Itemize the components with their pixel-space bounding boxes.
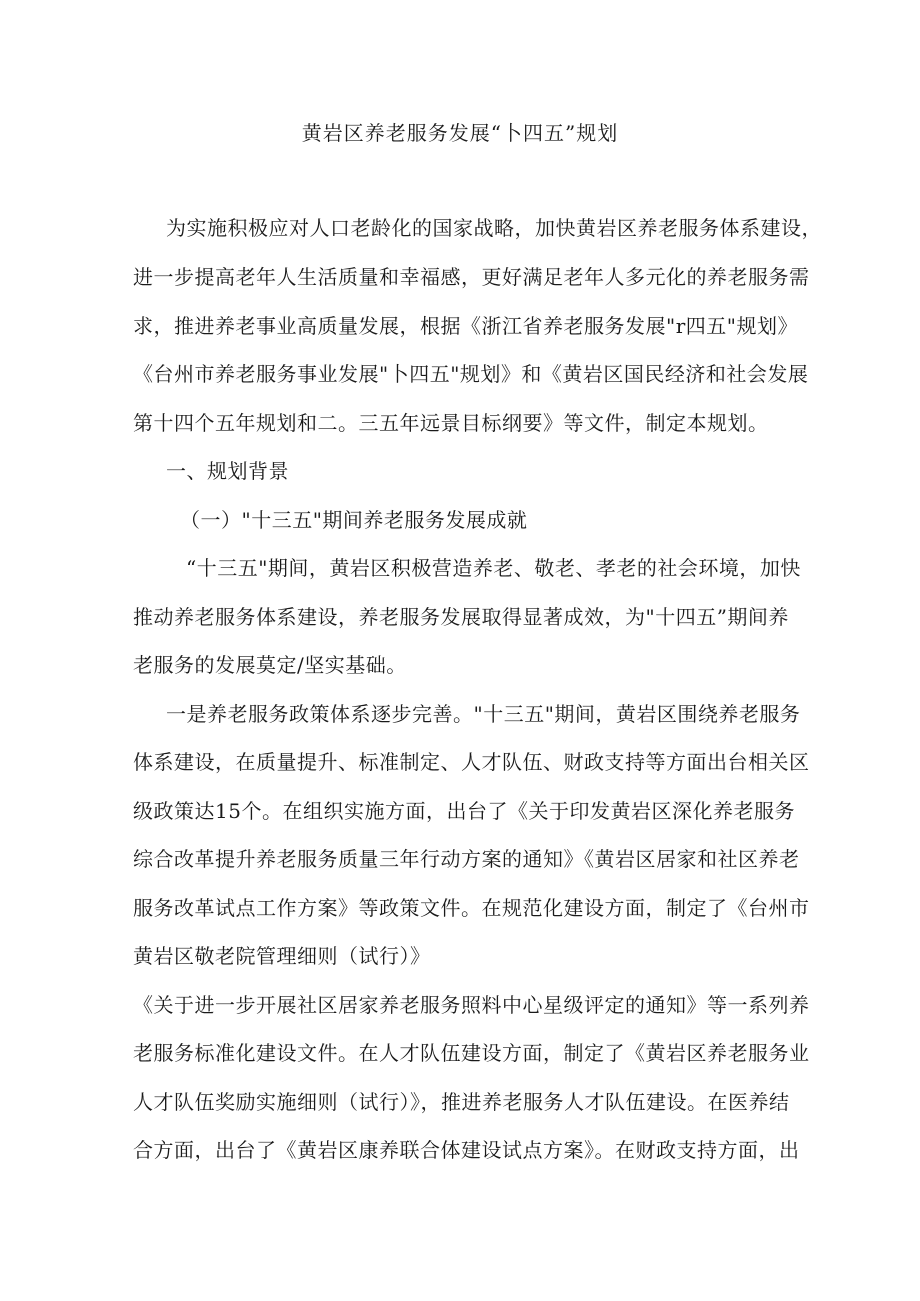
paragraph-line: 综合改革提升养老服务质量三年行动方案的通知》《黄岩区居家和社区养老 bbox=[133, 847, 800, 871]
paragraph-line: 为实施积极应对人口老龄化的国家战略，加快黄岩区养老服务体系建设， bbox=[166, 216, 822, 240]
paragraph-line: 《台州市养老服务事业发展"卜四五"规划》和《黄岩区国民经济和社会发展 bbox=[133, 362, 809, 386]
paragraph-line: 老服务标准化建设文件。在人才队伍建设方面，制定了《黄岩区养老服务业 bbox=[133, 1041, 810, 1065]
paragraph-line: 级政策达15个。在组织实施方面，出台了《关于印发黄岩区深化养老服务 bbox=[133, 799, 795, 823]
paragraph-line: 进一步提高老年人生活质量和幸福感，更好满足老年人多元化的养老服务需 bbox=[133, 265, 810, 289]
paragraph-line: 第十四个五年规划和二。三五年远景目标纲要》等文件，制定本规划。 bbox=[133, 411, 769, 435]
document-title: 黄岩区养老服务发展“卜四五”规划 bbox=[301, 121, 619, 145]
paragraph-line: “十三五"期间，黄岩区积极营造养老、敬老、孝老的社会环境，加快 bbox=[186, 556, 801, 580]
paragraph-line: 黄岩区敬老院管理细则（试行）》 bbox=[133, 944, 431, 968]
paragraph-line: 人才队伍奖励实施细则（试行）》，推进养老服务人才队伍建设。在医养结 bbox=[133, 1090, 790, 1114]
paragraph-line: 一是养老服务政策体系逐步完善。"十三五"期间，黄岩区围绕养老服务 bbox=[166, 702, 801, 726]
paragraph-line: 老服务的发展莫定/坚实基础。 bbox=[133, 653, 407, 677]
subsection-heading: （一）"十三五"期间养老服务发展成就 bbox=[180, 508, 528, 532]
paragraph-line: 体系建设，在质量提升、标准制定、人才队伍、财政支持等方面出台相关区 bbox=[133, 750, 810, 774]
section-heading: 一、规划背景 bbox=[166, 459, 289, 483]
paragraph-line: 推动养老服务体系建设，养老服务发展取得显著成效，为"十四五”期间养 bbox=[133, 605, 789, 629]
paragraph-line: 合方面，出台了《黄岩区康养联合体建设试点方案》。在财政支持方面，出 bbox=[133, 1138, 800, 1162]
paragraph-line: 求，推进养老事业高质量发展，根据《浙江省养老服务发展"r四五"规划》 bbox=[133, 314, 798, 338]
paragraph-line: 《关于进一步开展社区居家养老服务照料中心星级评定的通知》等一系列养 bbox=[133, 993, 810, 1017]
paragraph-line: 服务改革试点工作方案》等政策文件。在规范化建设方面，制定了《台州市 bbox=[133, 896, 810, 920]
